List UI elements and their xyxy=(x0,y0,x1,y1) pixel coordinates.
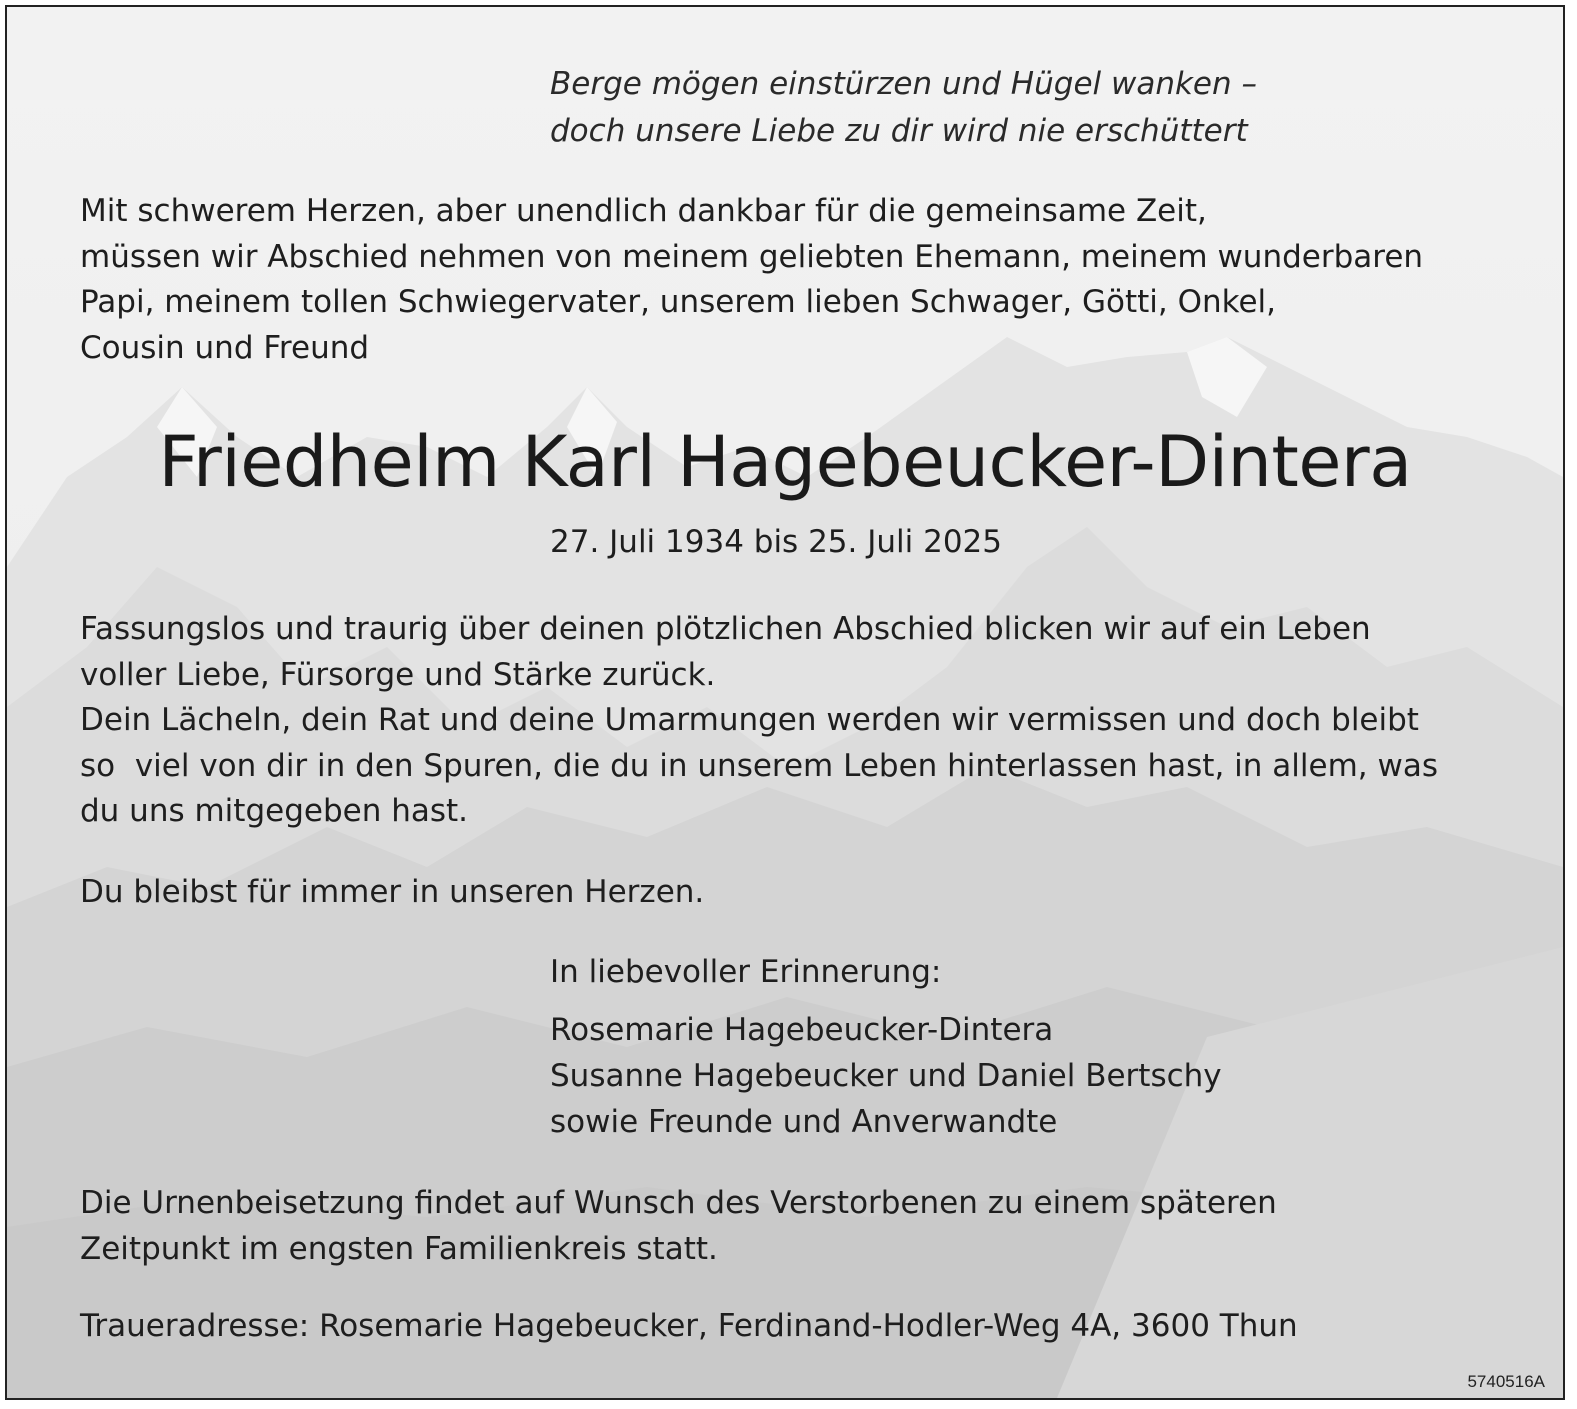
obituary-frame xyxy=(5,5,1565,1400)
reference-number: 5740516A xyxy=(1467,1372,1545,1391)
body-line: Fassungslos und traurig über deinen plötzlichen Abschied blicken wir auf ein Leben xyxy=(80,611,1371,647)
body-line: voller Liebe, Fürsorge und Stärke zurück. xyxy=(80,656,716,693)
memory-heading: In liebevoller Erinnerung: xyxy=(550,954,942,990)
obituary-content xyxy=(7,7,1563,1398)
burial-line: Zeitpunkt im engsten Familienkreis statt. xyxy=(80,1230,718,1267)
intro-line: Mit schwerem Herzen, aber unendlich dankbar für die gemeinsame Zeit, xyxy=(80,193,1207,229)
closing-line xyxy=(80,870,1520,916)
signer: Susanne Hagebeucker und Daniel Bertschy xyxy=(550,1058,1222,1094)
deceased-name: Friedhelm Karl Hagebeucker-Dintera xyxy=(158,421,1412,503)
body-paragraph xyxy=(80,607,1520,835)
mourning-address xyxy=(80,1304,1520,1350)
intro-paragraph xyxy=(80,189,1520,371)
body-line: so viel von dir in den Spuren, die du in unserem Leben hinterlassen hast, in allem, was xyxy=(80,747,1438,784)
intro-line: Cousin und Freund xyxy=(80,329,370,366)
motto-line: doch unsere Liebe zu dir wird nie erschüttert xyxy=(550,113,1248,149)
signer: sowie Freunde und Anverwandte xyxy=(550,1104,1058,1140)
life-dates: 27. Juli 1934 bis 25. Juli 2025 xyxy=(550,524,1002,560)
intro-line: müssen wir Abschied nehmen von meinem geliebten Ehemann, meinem wunderbaren xyxy=(80,238,1424,275)
intro-line: Papi, meinem tollen Schwiegervater, unserem lieben Schwager, Götti, Onkel, xyxy=(80,284,1277,320)
signers-list xyxy=(550,1007,1222,1145)
burial-note xyxy=(80,1181,1520,1272)
address-text: Traueradresse: Rosemarie Hagebeucker, Ferdinand-Hodler-Weg 4A, 3600 Thun xyxy=(80,1308,1298,1344)
body-line: Dein Lächeln, dein Rat und deine Umarmungen werden wir vermissen und doch bleibt xyxy=(80,702,1419,738)
motto-line: Berge mögen einstürzen und Hügel wanken – xyxy=(550,66,1258,102)
motto-verse xyxy=(550,61,1257,155)
body-line: du uns mitgegeben hast. xyxy=(80,793,468,829)
burial-line: Die Urnenbeisetzung findet auf Wunsch des Verstorbenen zu einem späteren xyxy=(80,1185,1277,1221)
closing-text: Du bleibst für immer in unseren Herzen. xyxy=(80,874,705,910)
signer: Rosemarie Hagebeucker-Dintera xyxy=(550,1012,1054,1048)
